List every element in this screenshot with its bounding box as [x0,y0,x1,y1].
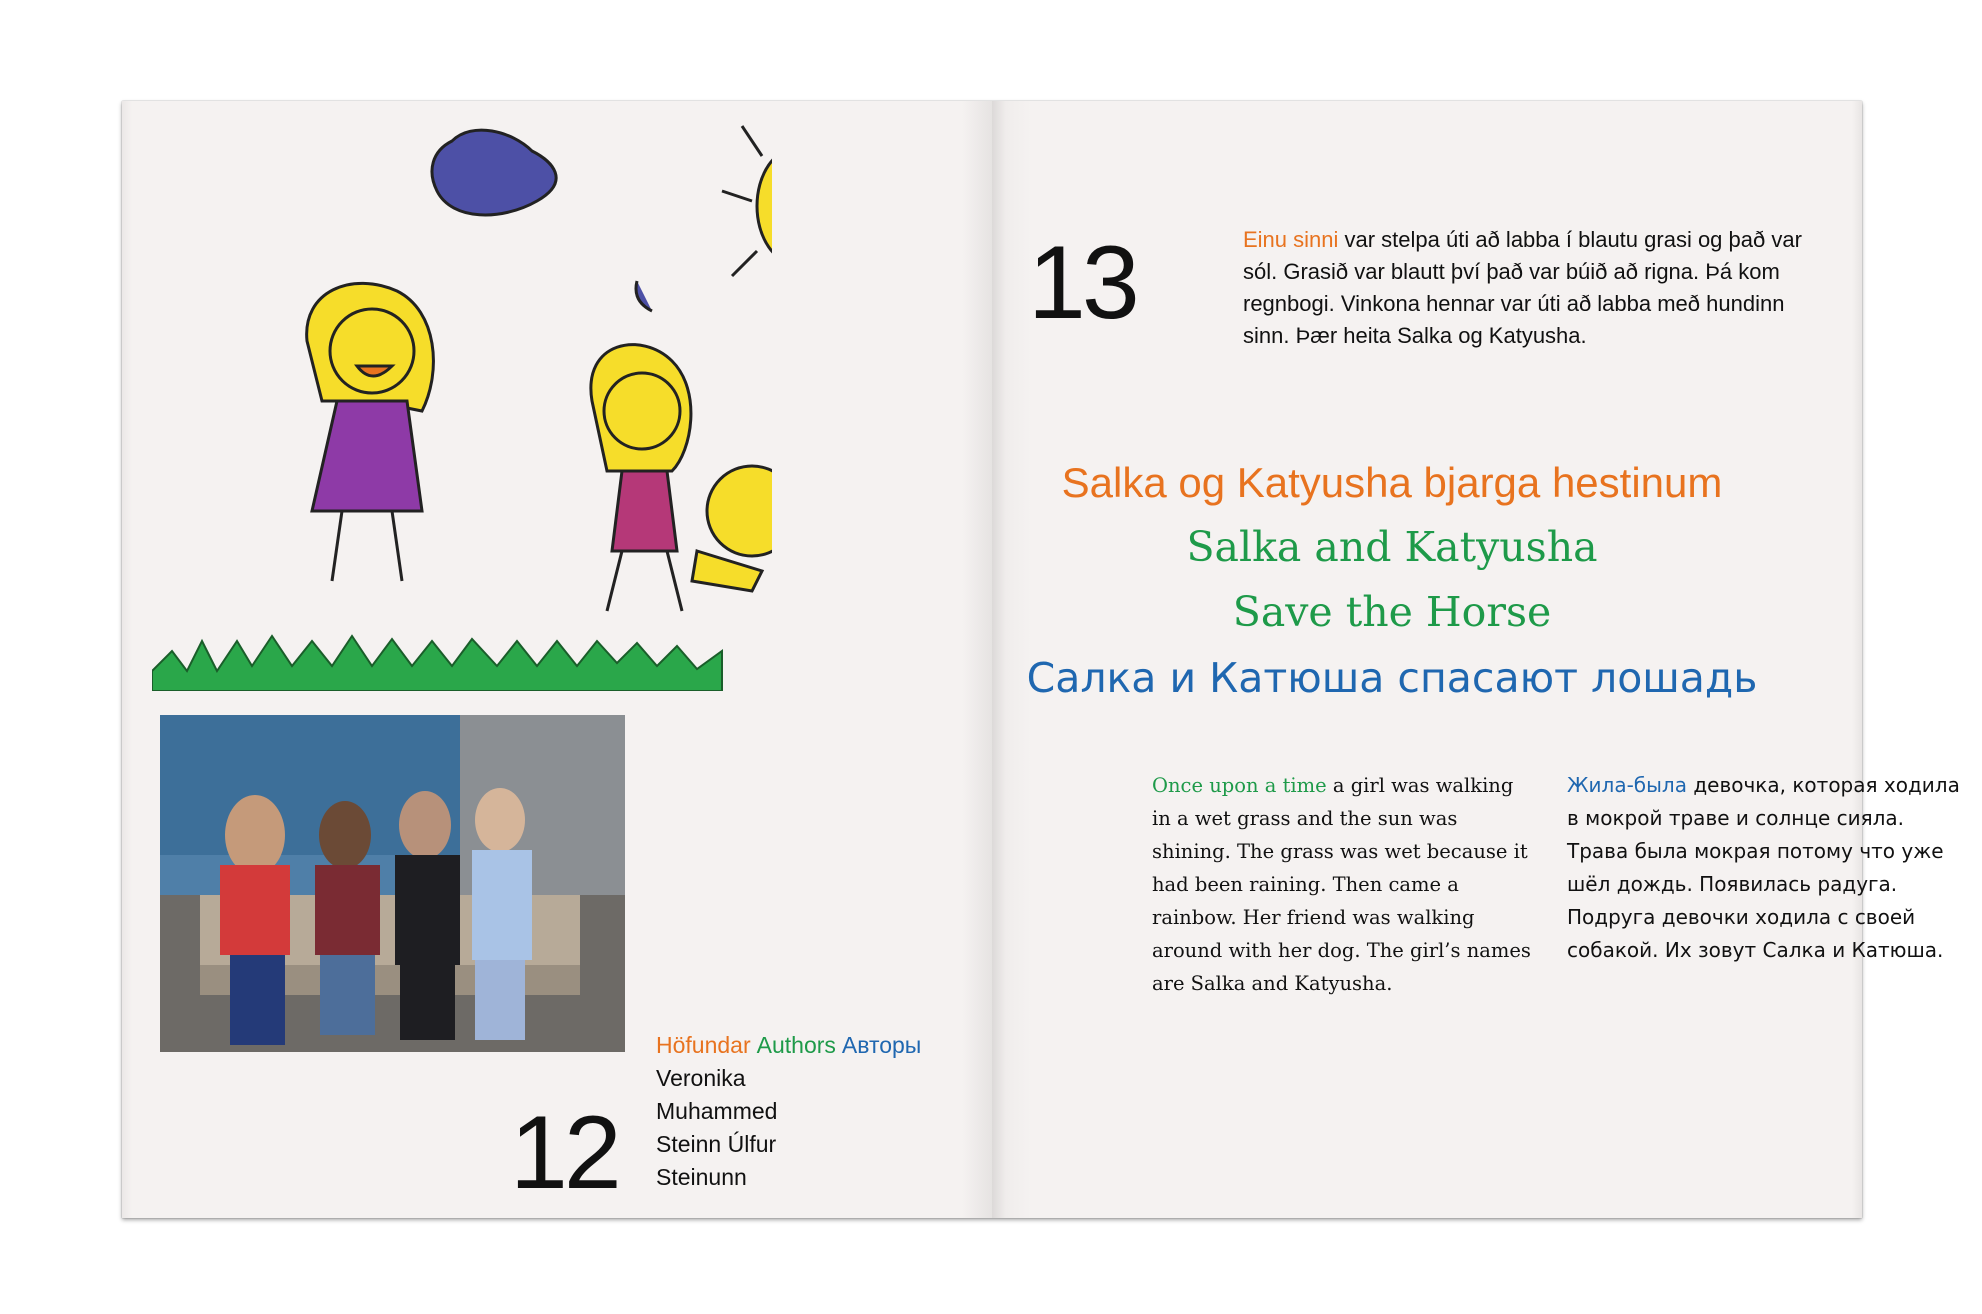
authors-heading-russian: Авторы [841,1032,922,1058]
authors-heading-english: Authors [756,1032,836,1058]
cloud-drawing [432,130,556,215]
author-name: Steinn Úlfur [656,1131,777,1157]
title-russian: Салка и Катюша спасают лошадь [1026,654,1758,702]
author-name: Steinunn [656,1164,747,1190]
russian-body: девочка, которая ходила в мокрой траве и солнце сияла. Трава была мокрая потому что уже шёл дождь. Появилась радуга. Подруга девочки ходила с своей собакой. Их зовут Салка и Катюша. [1567,773,1960,962]
icelandic-paragraph [1243,224,1803,352]
authors-heading-icelandic: Höfundar [656,1032,751,1058]
sun-drawing [722,111,772,301]
page-number-left: 12 [510,1095,618,1211]
title-english-line2: Save the Horse [1232,588,1552,636]
title-icelandic: Salka og Katyusha bjarga hestinum [1061,459,1723,506]
icelandic-lead: Einu sinni [1243,227,1339,252]
author-name: Muhammed [656,1098,778,1124]
title-english-line1: Salka and Katyusha [1186,523,1598,571]
girl-drawing-1 [307,283,434,581]
grass-drawing [152,636,722,691]
authors-photo [160,715,625,1052]
russian-paragraph [1567,769,1967,967]
icelandic-body: var stelpa úti að labba í blautu grasi og það var sól. Grasið var blautt því það var búið að rigna. Þá kom regnbogi. Vinkona hennar var úti að labba með hundinn sinn. Þær heita Salka og Katyusha. [1243,227,1802,348]
english-paragraph [1152,769,1532,1000]
dog-drawing [692,466,772,591]
authors-heading [656,1029,927,1062]
left-page [122,101,992,1218]
russian-lead: Жила-была [1567,773,1687,797]
girl-drawing-2 [591,281,691,611]
book-spread [122,101,1960,1218]
story-titles [1022,451,1762,711]
authors-block [656,1029,927,1194]
page-number-right: 13 [1028,225,1136,341]
child-drawing-illustration [152,111,772,691]
english-body: a girl was walking in a wet grass and the sun was shining. The grass was wet because it had been raining. Then came a rainbow. Her friend was walking around with her dog. The girl’s names are Salka and Katyusha. [1152,774,1531,995]
english-lead: Once upon a time [1152,774,1327,797]
author-name: Veronika [656,1065,746,1091]
